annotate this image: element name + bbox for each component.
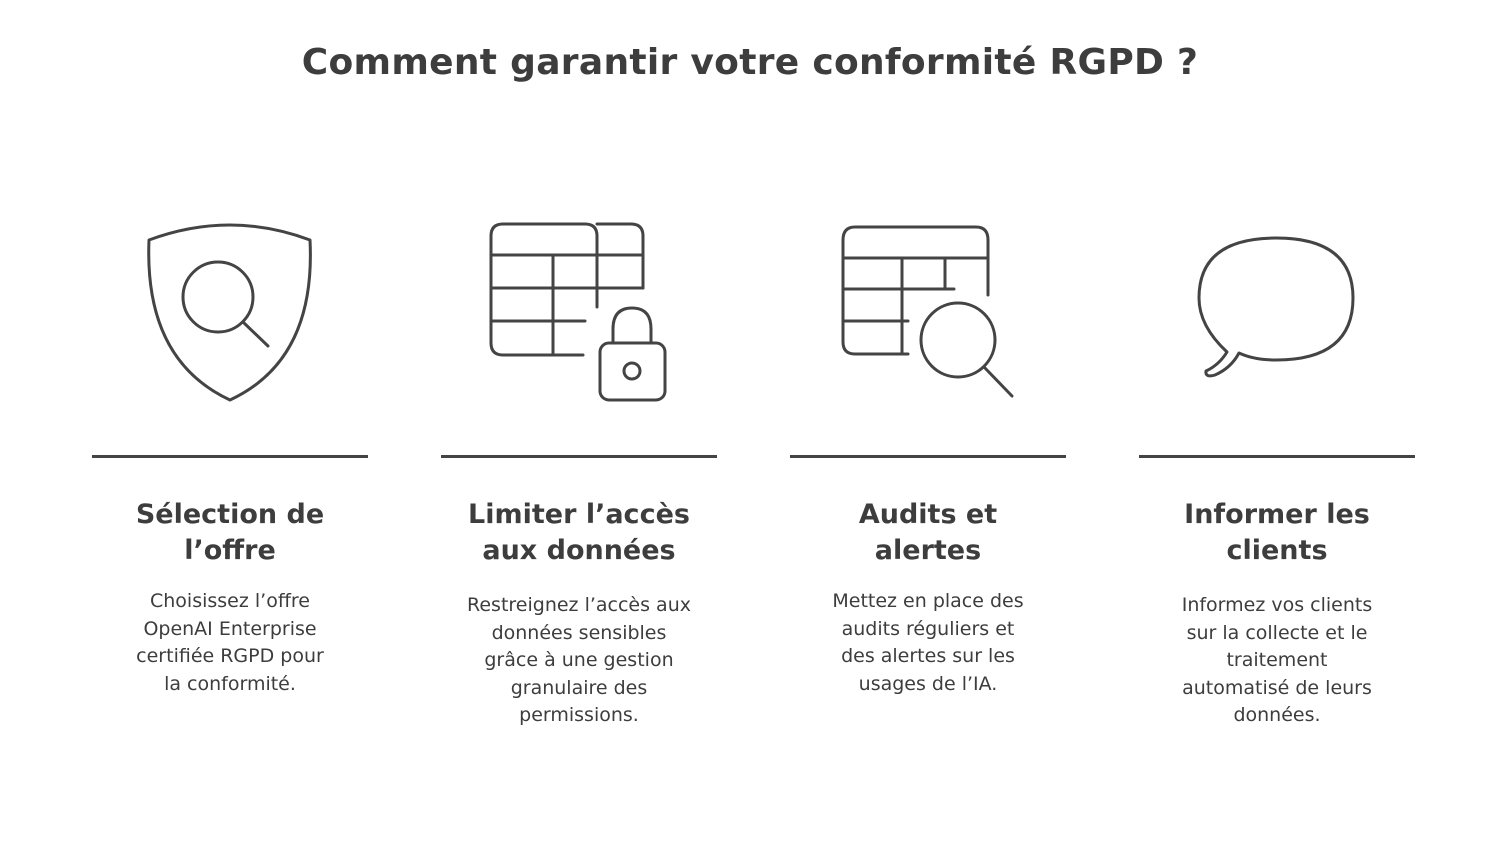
step-description: Choisissez l’offre OpenAI Enterprise certifiée RGPD pour la conformité. <box>136 590 324 695</box>
step-description: Informez vos clients sur la collecte et le traitement automatisé de leurs données. <box>1181 594 1373 726</box>
table-lock-icon <box>441 200 717 420</box>
divider-line <box>1139 455 1415 458</box>
speech-bubble-icon <box>1139 200 1415 420</box>
divider-line <box>790 455 1066 458</box>
divider-line <box>441 455 717 458</box>
divider-line <box>92 455 368 458</box>
step-informer-clients <box>1139 0 1415 844</box>
table-search-icon <box>790 200 1066 420</box>
step-limiter-acces <box>441 0 717 844</box>
step-description: Restreignez l’accès aux données sensibles grâce à une gestion granulaire des permissions. <box>467 594 691 726</box>
step-title: Audits et alertes <box>858 499 998 566</box>
page-title: Comment garantir votre conformité RGPD ? <box>301 42 1199 83</box>
step-audits-alertes <box>790 0 1066 844</box>
shield-search-icon <box>92 200 368 420</box>
step-title: Limiter l’accès aux données <box>468 499 690 566</box>
step-title: Informer les clients <box>1184 499 1370 566</box>
step-description: Mettez en place des audits réguliers et des alertes sur les usages de l’IA. <box>832 590 1024 695</box>
step-title: Sélection de l’offre <box>135 499 325 566</box>
step-selection-offre <box>92 0 368 844</box>
